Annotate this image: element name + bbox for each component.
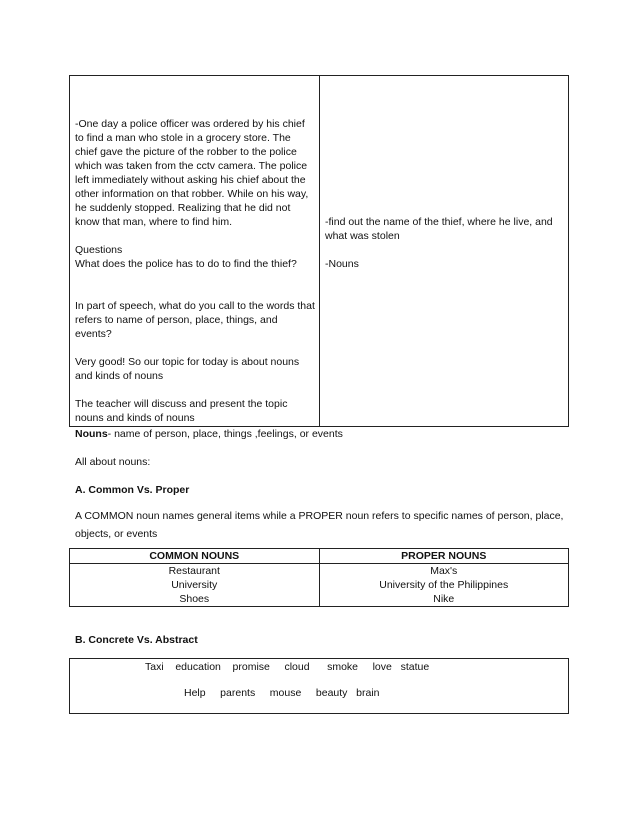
teacher-statement: The teacher will discuss and present the topic nouns and kinds of nouns <box>75 398 288 424</box>
questions-label: Questions <box>75 244 123 256</box>
common-nouns-header: COMMON NOUNS <box>70 549 320 564</box>
word-list-line-2: Help parents mouse beauty brain <box>184 687 380 699</box>
table-cell: Max's <box>319 564 569 579</box>
table-row <box>70 592 569 607</box>
nouns-definition <box>75 427 565 441</box>
question-text: What does the police has to do to find the thief? <box>75 258 297 270</box>
story-paragraph: -One day a police officer was ordered by his chief to find a man who stole in a grocery store. The chief gave the picture of the robber to the police which was taken from the cctv camera. The police left immediately without asking his chief about the other information on that robber. While on his way, he suddenly stopped. Realizing that he did not know that man, where to find him. <box>75 118 309 228</box>
section-b-heading: B. Concrete Vs. Abstract <box>75 634 198 646</box>
table-row <box>70 578 569 592</box>
common-proper-table <box>69 548 569 607</box>
topic-statement: Very good! So our topic for today is about nouns and kinds of nouns <box>75 356 300 382</box>
table-cell: University of the Philippines <box>319 578 569 592</box>
part-of-speech-question: In part of speech, what do you call to the words that refers to name of person, place, things, and events? <box>75 300 315 340</box>
table-cell: Shoes <box>70 592 320 607</box>
lesson-right-column <box>325 215 565 271</box>
table-cell: University <box>70 578 320 592</box>
section-a-heading: A. Common Vs. Proper <box>75 484 190 496</box>
lesson-column-divider <box>319 75 320 427</box>
table-row <box>70 564 569 579</box>
all-about-nouns: All about nouns: <box>75 456 151 468</box>
proper-nouns-header: PROPER NOUNS <box>319 549 569 564</box>
lesson-left-column <box>75 117 315 425</box>
definition-term: Nouns <box>75 428 108 440</box>
word-list-line-1: Taxi education promise cloud smoke love statue <box>145 661 430 673</box>
answer-nouns: -Nouns <box>325 258 359 270</box>
table-cell: Restaurant <box>70 564 320 579</box>
table-cell: Nike <box>319 592 569 607</box>
section-a-description: A COMMON noun names general items while a PROPER noun refers to specific names of person, place, objects, or events <box>75 510 564 540</box>
definition-text: - name of person, place, things ,feelings, or events <box>107 428 343 440</box>
answer-find-thief: -find out the name of the thief, where he live, and what was stolen <box>325 216 553 242</box>
